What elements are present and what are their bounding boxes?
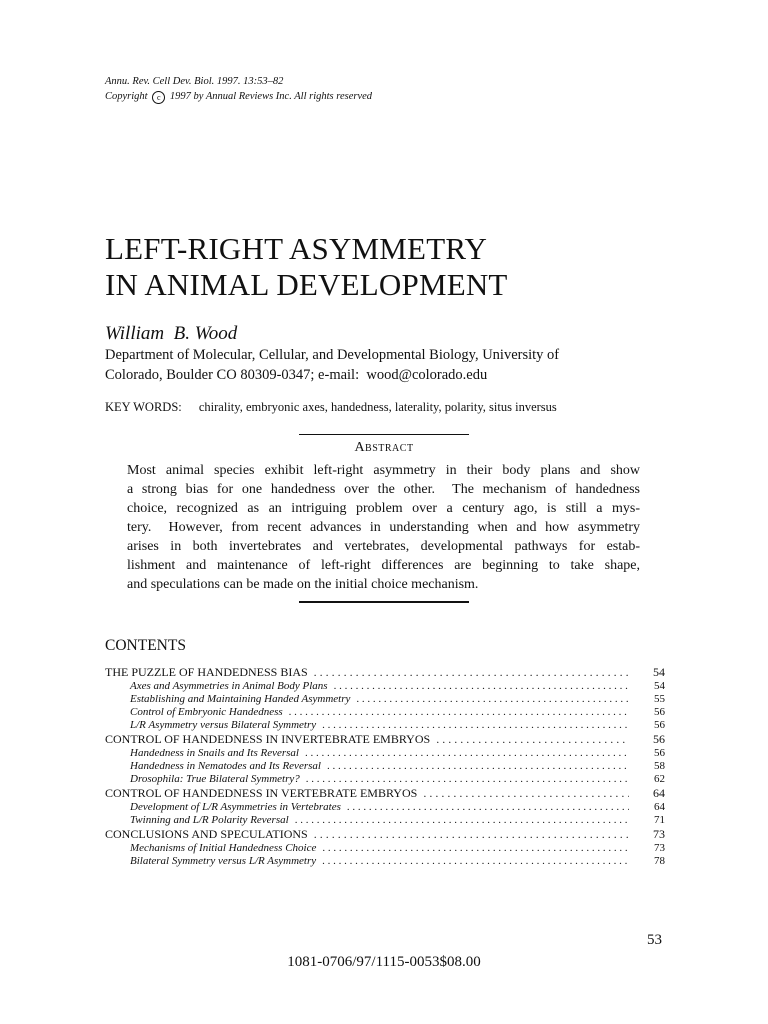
- toc-subsection-entry: [105, 814, 665, 827]
- keywords-label: KEY WORDS:: [105, 400, 182, 414]
- toc-subsection-entry: [105, 693, 665, 706]
- toc-leader-dots: [295, 814, 629, 827]
- abstract-line: a strong bias for one handedness over the other. The mechanism of handedness: [127, 482, 640, 497]
- author-name: William B. Wood: [105, 323, 238, 344]
- toc-leader-dots: [322, 842, 629, 855]
- abstract-line: Most animal species exhibit left-right asymmetry in their body plans and show: [127, 463, 640, 478]
- toc-entry-label: THE PUZZLE OF HANDEDNESS BIAS: [105, 665, 308, 679]
- toc-entry-page: 71: [654, 814, 665, 826]
- toc-entry-label: Establishing and Maintaining Handed Asymmetry: [130, 693, 351, 705]
- keywords: [105, 400, 557, 415]
- toc-leader-dots: [322, 719, 629, 732]
- toc-leader-dots: [314, 827, 629, 842]
- toc-entry-label: CONTROL OF HANDEDNESS IN INVERTEBRATE EMBRYOS: [105, 732, 431, 746]
- toc-entry-page: 64: [654, 801, 665, 813]
- toc-entry-page: 73: [653, 827, 665, 841]
- toc-entry-label: Handedness in Snails and Its Reversal: [130, 747, 299, 759]
- toc-subsection-entry: [105, 773, 665, 786]
- toc-leader-dots: [327, 760, 629, 773]
- toc-entry-page: 56: [653, 732, 665, 746]
- copyright-prefix: Copyright: [105, 91, 148, 102]
- contents-heading: CONTENTS: [105, 637, 186, 654]
- abstract-line: lishment and maintenance of left-right differences are beginning to take shape,: [127, 558, 640, 573]
- abstract-line: choice, recognized as an intriguing problem over a century ago, is still a mys-: [127, 501, 640, 516]
- toc-entry-page: 54: [653, 665, 665, 679]
- article-title: [105, 231, 508, 303]
- toc-leader-dots: [436, 732, 629, 747]
- article-code: 1081-0706/97/1115-0053$08.00: [287, 954, 481, 970]
- toc-entry-page: 64: [653, 786, 665, 800]
- toc-subsection-entry: [105, 747, 665, 760]
- table-of-contents: [105, 665, 665, 868]
- toc-entry-label: CONTROL OF HANDEDNESS IN VERTEBRATE EMBRYOS: [105, 786, 418, 800]
- copyright-text: 1997 by Annual Reviews Inc. All rights reserved: [169, 91, 373, 102]
- page-number: 53: [647, 932, 662, 948]
- toc-entry-page: 56: [654, 719, 665, 731]
- affiliation-line-1: Department of Molecular, Cellular, and Developmental Biology, University of: [105, 347, 560, 363]
- abstract-heading: Abstract: [354, 440, 414, 455]
- affiliation-line-2: Colorado, Boulder CO 80309-0347; e-mail: wood@colorado.edu: [105, 367, 488, 383]
- journal-citation: Annu. Rev. Cell Dev. Biol. 1997. 13:53–82: [105, 76, 284, 87]
- copyright-line: [105, 89, 372, 104]
- abstract-line: arises in both invertebrates and vertebrates, developmental pathways for estab-: [127, 539, 640, 554]
- toc-leader-dots: [347, 801, 629, 814]
- toc-entry-page: 55: [654, 693, 665, 705]
- toc-subsection-entry: [105, 719, 665, 732]
- toc-leader-dots: [334, 680, 629, 693]
- toc-entry-page: 58: [654, 760, 665, 772]
- toc-entry-label: CONCLUSIONS AND SPECULATIONS: [105, 827, 308, 841]
- toc-entry-label: Handedness in Nematodes and Its Reversal: [130, 760, 321, 772]
- toc-entry-page: 56: [654, 747, 665, 759]
- toc-subsection-entry: [105, 855, 665, 868]
- toc-entry-label: L/R Asymmetry versus Bilateral Symmetry: [130, 719, 317, 731]
- toc-entry-label: Axes and Asymmetries in Animal Body Plans: [130, 680, 328, 692]
- toc-section-entry: [105, 665, 665, 680]
- toc-leader-dots: [423, 786, 629, 801]
- toc-entry-page: 54: [654, 680, 665, 692]
- abstract-body: [127, 461, 640, 594]
- toc-section-entry: [105, 786, 665, 801]
- title-line-2: IN ANIMAL DEVELOPMENT: [105, 267, 508, 302]
- toc-entry-label: Mechanisms of Initial Handedness Choice: [130, 842, 317, 854]
- toc-entry-label: Control of Embryonic Handedness: [130, 706, 283, 718]
- abstract-line: tery. However, from recent advances in understanding when and how asymmetry: [127, 520, 640, 535]
- toc-entry-page: 56: [654, 706, 665, 718]
- title-line-1: LEFT-RIGHT ASYMMETRY: [105, 231, 488, 266]
- toc-leader-dots: [306, 773, 629, 786]
- toc-leader-dots: [356, 693, 629, 706]
- abstract-top-rule: [299, 434, 469, 435]
- author-affiliation: [105, 345, 665, 385]
- toc-leader-dots: [314, 665, 629, 680]
- abstract-line: and speculations can be made on the initial choice mechanism.: [127, 577, 479, 592]
- toc-subsection-entry: [105, 801, 665, 814]
- toc-subsection-entry: [105, 760, 665, 773]
- toc-subsection-entry: [105, 842, 665, 855]
- toc-entry-page: 78: [654, 855, 665, 867]
- journal-citation-block: [105, 74, 372, 104]
- keywords-list: chirality, embryonic axes, handedness, laterality, polarity, situs inversus: [198, 400, 557, 414]
- toc-section-entry: [105, 827, 665, 842]
- abstract-bottom-rule: [299, 601, 469, 603]
- toc-leader-dots: [322, 855, 629, 868]
- toc-entry-page: 62: [654, 773, 665, 785]
- toc-subsection-entry: [105, 680, 665, 693]
- toc-leader-dots: [289, 706, 629, 719]
- toc-leader-dots: [305, 747, 629, 760]
- toc-entry-label: Drosophila: True Bilateral Symmetry?: [130, 773, 300, 785]
- toc-section-entry: [105, 732, 665, 747]
- toc-entry-label: Bilateral Symmetry versus L/R Asymmetry: [130, 855, 317, 867]
- toc-subsection-entry: [105, 706, 665, 719]
- toc-entry-label: Development of L/R Asymmetries in Vertebrates: [130, 801, 341, 813]
- copyright-symbol: c: [152, 91, 165, 104]
- toc-entry-page: 73: [654, 842, 665, 854]
- toc-entry-label: Twinning and L/R Polarity Reversal: [130, 814, 289, 826]
